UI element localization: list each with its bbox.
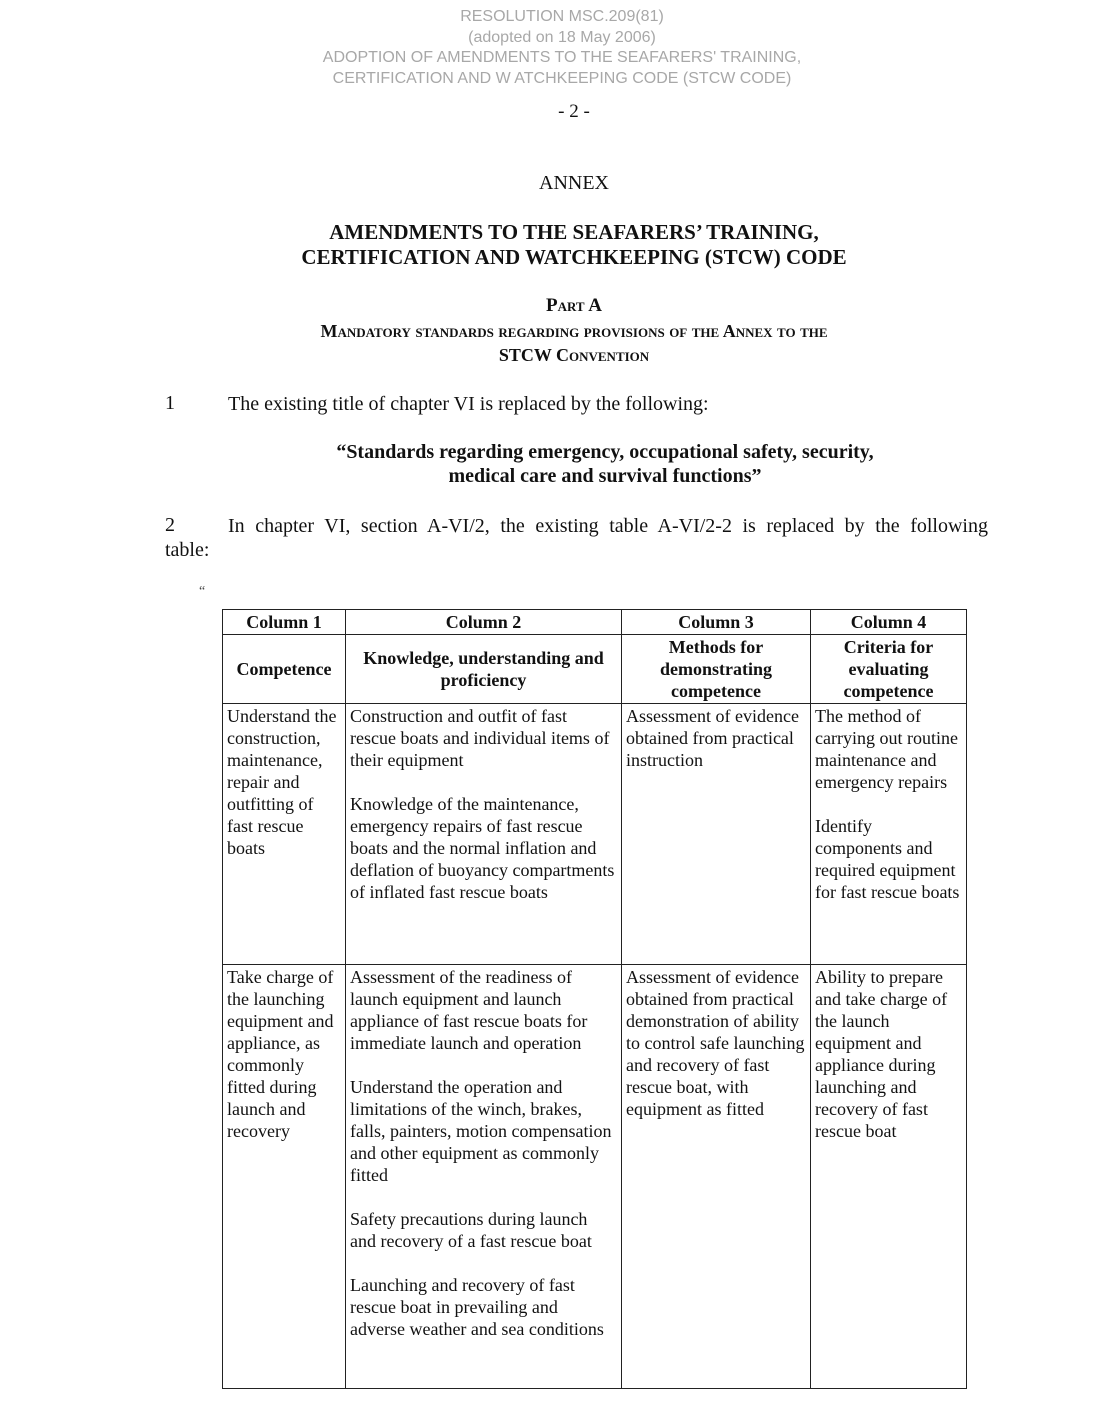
cell-text: Assessment of evidence obtained from practical instruction bbox=[626, 706, 799, 770]
cell-text: Assessment of the readiness of launch equipment and launch appliance of fast rescue boats for immediate launch and operation bbox=[350, 967, 588, 1053]
opening-quote-mark: “ bbox=[199, 584, 206, 599]
paragraph-2-line-2: table: bbox=[165, 539, 210, 561]
header-line-4: CERTIFICATION AND W ATCHKEEPING CODE (STCW CODE) bbox=[332, 69, 792, 87]
quoted-chapter-title bbox=[0, 440, 1114, 488]
criteria-cell bbox=[811, 704, 967, 965]
resolution-header bbox=[0, 7, 1114, 89]
column-title-criteria: Criteria for evaluating competence bbox=[811, 635, 967, 704]
knowledge-cell bbox=[346, 704, 622, 965]
cell-text: Knowledge of the maintenance, emergency repairs of fast rescue boats and the normal inflation and deflation of buoyancy compartments of inflated fast rescue boats bbox=[350, 794, 615, 902]
title-line-2: CERTIFICATION AND WATCHKEEPING (STCW) CODE bbox=[301, 245, 847, 269]
header-line-1: RESOLUTION MSC.209(81) bbox=[460, 8, 664, 25]
column-number-4: Column 4 bbox=[811, 610, 967, 635]
part-heading: Part A bbox=[545, 295, 603, 316]
competence-cell bbox=[223, 965, 346, 1389]
knowledge-cell bbox=[346, 965, 622, 1389]
cell-text: The method of carrying out routine maintenance and emergency repairs bbox=[815, 706, 958, 792]
methods-cell bbox=[622, 704, 811, 965]
header-line-3: ADOPTION OF AMENDMENTS TO THE SEAFARERS' TRAINING, bbox=[322, 49, 802, 66]
paragraph-2-line-1: In chapter VI, section A-VI/2, the existing table A-VI/2-2 is replaced by the following bbox=[228, 515, 988, 537]
cell-text: Launching and recovery of fast rescue boat in prevailing and adverse weather and sea conditions bbox=[350, 1275, 604, 1339]
quoted-title-line-2: medical care and survival functions” bbox=[448, 465, 762, 487]
column-number-2: Column 2 bbox=[346, 610, 622, 635]
header-line-2: (adopted on 18 May 2006) bbox=[468, 28, 656, 46]
column-title-methods: Methods for demonstrating competence bbox=[622, 635, 811, 704]
table-row bbox=[223, 965, 967, 1389]
page-number: - 2 - bbox=[558, 101, 590, 122]
column-number-row bbox=[223, 610, 967, 635]
annex-heading: ANNEX bbox=[539, 172, 609, 194]
column-title-competence: Competence bbox=[223, 635, 346, 704]
part-subheading-line-2: STCW Convention bbox=[498, 345, 650, 365]
criteria-cell bbox=[811, 965, 967, 1389]
column-number-1: Column 1 bbox=[223, 610, 346, 635]
cell-text: Understand the construction, maintenance, repair and outfitting of fast rescue boats bbox=[227, 706, 337, 858]
table-row bbox=[223, 704, 967, 965]
competence-cell bbox=[223, 704, 346, 965]
cell-text: Identify components and required equipment for fast rescue boats bbox=[815, 816, 960, 902]
title-line-1: AMENDMENTS TO THE SEAFARERS’ TRAINING, bbox=[329, 220, 819, 244]
quoted-title-line-1: “Standards regarding emergency, occupational safety, security, bbox=[336, 441, 874, 463]
methods-cell bbox=[622, 965, 811, 1389]
part-subheading-line-1: Mandatory standards regarding provisions of the Annex to the bbox=[320, 321, 828, 341]
cell-text: Ability to prepare and take charge of the launch equipment and appliance during launching and recovery of fast rescue boat bbox=[815, 967, 948, 1141]
cell-text: Construction and outfit of fast rescue boats and individual items of their equipment bbox=[350, 706, 610, 770]
cell-text: Assessment of evidence obtained from practical demonstration of ability to control safe launching and recovery of fast rescue boat, with equipment as fitted bbox=[626, 967, 805, 1119]
cell-text: Understand the operation and limitations of the winch, brakes, falls, painters, motion compensation and other equipment as commonly fitted bbox=[350, 1077, 612, 1185]
cell-text: Take charge of the launching equipment and appliance, as commonly fitted during launch and recovery bbox=[227, 967, 334, 1141]
paragraph-2-number: 2 bbox=[165, 514, 175, 536]
document-title bbox=[0, 220, 1114, 270]
column-title-knowledge: Knowledge, understanding and proficiency bbox=[346, 635, 622, 704]
column-number-3: Column 3 bbox=[622, 610, 811, 635]
part-subheading bbox=[0, 319, 1114, 367]
paragraph-1-number: 1 bbox=[165, 392, 175, 414]
cell-text: Safety precautions during launch and recovery of a fast rescue boat bbox=[350, 1209, 592, 1251]
column-title-row bbox=[223, 635, 967, 704]
competence-table bbox=[222, 609, 967, 1389]
paragraph-1-text: The existing title of chapter VI is replaced by the following: bbox=[228, 393, 709, 415]
